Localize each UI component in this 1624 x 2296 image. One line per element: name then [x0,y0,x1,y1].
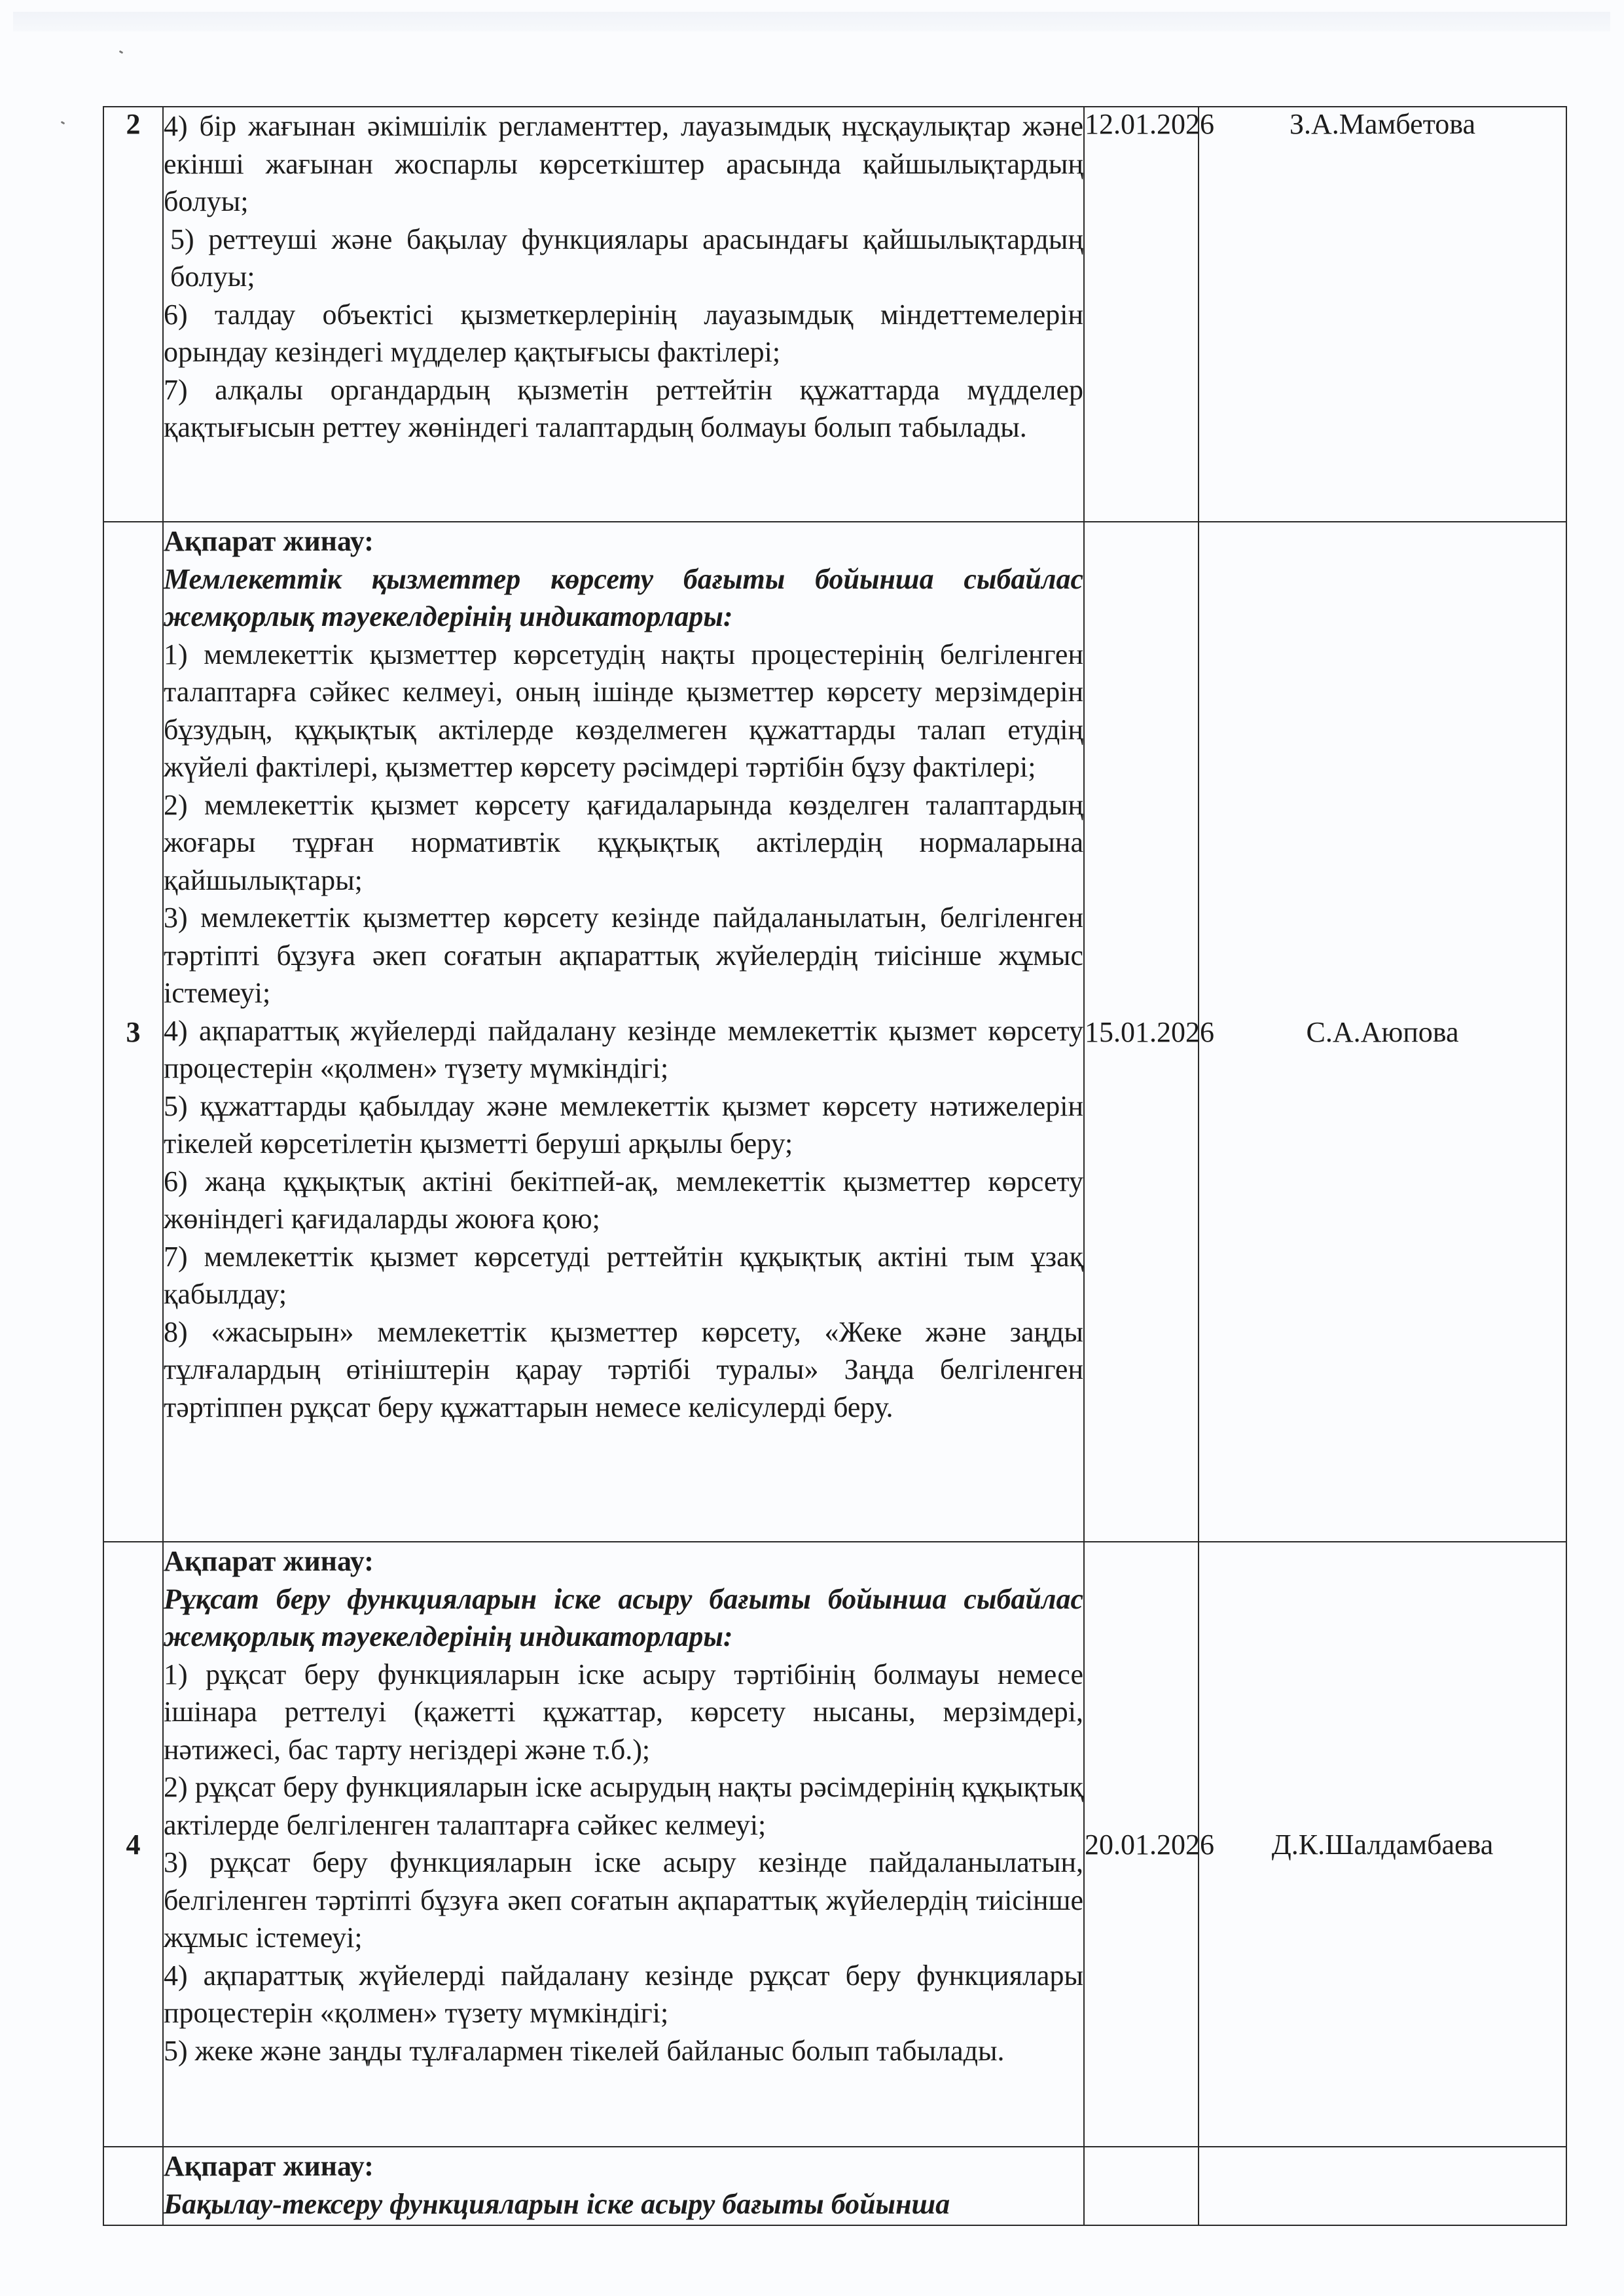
row-number: 4 [103,1542,163,2147]
list-item: 8) «жасырын» мемлекеттік қызметтер көрсету, «Жеке және заңды тұлғалардың өтініштерін қарау тәртібі туралы» Заңда белгіленген тәртіппен рұқсат беру құжаттарын немесе келісулерді беру. [164,1315,1083,1423]
measure-cell [163,2147,1084,2225]
row-number: 3 [103,522,163,1542]
table-row [103,1542,1566,2147]
list-item: 6) жаңа құқықтық актіні бекітпей-ақ, мемлекеттік қызметтер көрсету жөніндегі қағидаларды жоюға қою; [164,1165,1083,1235]
table-row [103,2147,1566,2225]
deadline-date [1084,2147,1199,2225]
row-number [103,2147,163,2225]
section-subheading: Бақылау-тексеру функцияларын іске асыру бағыты бойынша [164,2187,950,2220]
list-item: 1) рұқсат беру функцияларын іске асыру тәртібінің болмауы немесе ішінара реттелуі (қажетті құжаттар, көрсету нысаны, мерзімдері, нәтижесі, бас тарту негіздері және т.б.); [164,1658,1083,1766]
scan-speck [119,50,124,54]
deadline-date: 15.01.2026 [1084,522,1199,1542]
responsible-person: З.А.Мамбетова [1199,107,1566,522]
deadline-date: 12.01.2026 [1084,107,1199,522]
table-row [103,522,1566,1542]
list-item: 3) мемлекеттік қызметтер көрсету кезінде пайдаланылатын, белгіленген тәртіпті бұзуға әкеп соғатын ақпараттық жүйелердің тиісінше жұмыс істемеуі; [164,902,1083,1009]
list-item: 5) жеке және заңды тұлғалармен тікелей байланыс болып табылады. [164,2034,1005,2067]
scan-edge-artifact [13,12,1610,31]
list-item: 1) мемлекеттік қызметтер көрсетудің нақты процестерінің белгіленген талаптарға сәйкес келмеуі, оның ішінде қызметтер көрсету мерзімдерін бұзудың, құқықтық актілерде көзделмеген құжаттарды талап етудің жүйелі фактілері, қызметтер көрсету рәсімдері тәртібін бұзу фактілері; [164,638,1083,783]
list-item: 7) мемлекеттік қызмет көрсетуді реттейтін құқықтық актіні тым ұзақ қабылдау; [164,1240,1083,1310]
list-item: 4) ақпараттық жүйелерді пайдалану кезінде рұқсат беру функциялары процестерін «қолмен» түзету мүмкіндігі; [164,1959,1083,2029]
measure-cell [163,522,1084,1542]
row-number: 2 [103,107,163,522]
measure-cell [163,107,1084,522]
list-item: 7) алқалы органдардың қызметін реттейтін құжаттарда мүдделер қақтығысын реттеу жөніндегі талаптардың болмауы болып табылады. [164,373,1083,443]
measure-cell [163,1542,1084,2147]
list-item: 5) реттеуші және бақылау функциялары арасындағы қайшылықтардың болуы; [170,223,1083,293]
section-heading: Ақпарат жинау: [164,525,374,557]
section-heading: Ақпарат жинау: [164,2150,374,2182]
section-subheading: Мемлекеттік қызметтер көрсету бағыты бойынша сыбайлас жемқорлық тәуекелдерінің индикаторлары: [164,562,1083,632]
scan-speck [61,121,65,125]
table-row [103,107,1566,522]
deadline-date: 20.01.2026 [1084,1542,1199,2147]
responsible-person [1199,2147,1566,2225]
section-subheading: Рұқсат беру функцияларын іске асыру бағыты бойынша сыбайлас жемқорлық тәуекелдерінің индикаторлары: [164,1582,1083,1652]
list-item: 4) ақпараттық жүйелерді пайдалану кезінде мемлекеттік қызмет көрсету процестерін «қолмен» түзету мүмкіндігі; [164,1014,1083,1084]
list-item: 2) рұқсат беру функцияларын іске асырудың нақты рәсімдерінің құқықтық актілерде белгіленген талаптарға сәйкес келмеуі; [164,1771,1083,1841]
responsible-person: Д.К.Шалдамбаева [1199,1542,1566,2147]
plan-table [103,106,1567,2226]
list-item: 2) мемлекеттік қызмет көрсету қағидаларында көзделген талаптардың жоғары тұрған нормативтік құқықтық актілердің нормаларына қайшылықтары; [164,788,1083,896]
list-item: 3) рұқсат беру функцияларын іске асыру кезінде пайдаланылатын, белгіленген тәртіпті бұзуға әкеп соғатын ақпараттық жүйелердің тиісінше жұмыс істемеуі; [164,1846,1083,1954]
list-item: 4) бір жағынан әкімшілік регламенттер, лауазымдық нұсқаулықтар және екінші жағынан жоспарлы көрсеткіштер арасында қайшылықтардың болуы; [164,110,1083,217]
list-item: 6) талдау объектісі қызметкерлерінің лауазымдық міндеттемелерін орындау кезіндегі мүдделер қақтығысы фактілері; [164,298,1083,368]
section-heading: Ақпарат жинау: [164,1545,374,1577]
list-item: 5) құжаттарды қабылдау және мемлекеттік қызмет көрсету нәтижелерін тікелей көрсетілетін қызметті беруші арқылы беру; [164,1089,1083,1159]
responsible-person: С.А.Аюпова [1199,522,1566,1542]
